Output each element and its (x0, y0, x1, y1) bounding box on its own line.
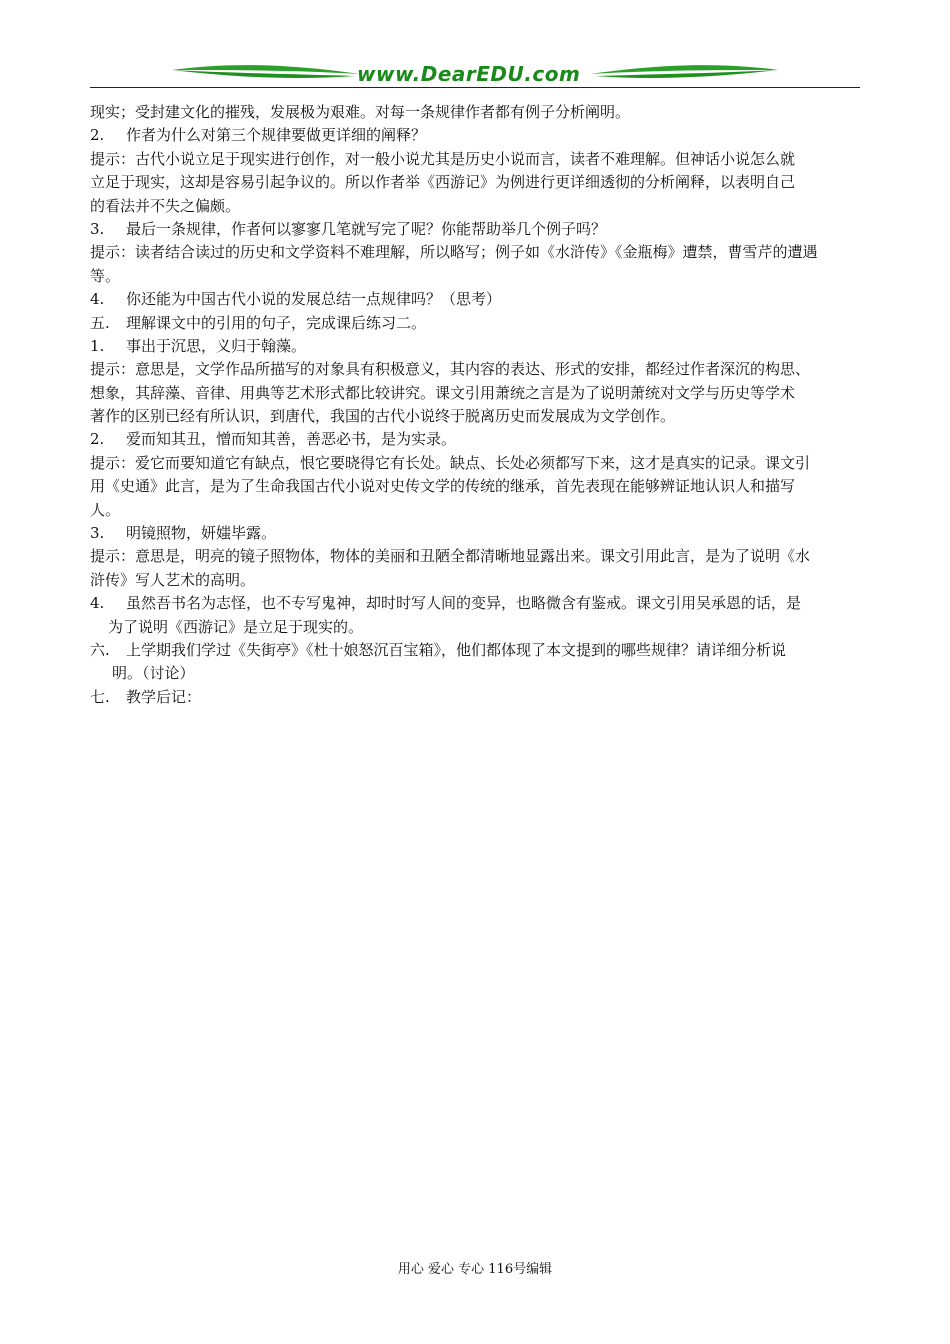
item-number: 1. (90, 336, 105, 355)
line-text: 等。 (90, 266, 121, 285)
text-line (90, 312, 860, 335)
text-line (90, 148, 860, 171)
item-number: 3. (90, 219, 105, 238)
text-line (90, 288, 860, 311)
text-line (90, 124, 860, 147)
item-number: 3. (90, 524, 105, 543)
text-line (90, 405, 860, 428)
text-line (90, 195, 860, 218)
item-number: 2. (90, 430, 105, 449)
text-line (90, 662, 860, 685)
line-text: 理解课文中的引用的句子，完成课后练习二。 (126, 313, 427, 332)
line-text: 想象，其辞藻、音律、用典等艺术形式都比较讲究。课文引用萧统之言是为了说明萧统对文学与历史等学术 (90, 383, 796, 402)
line-text: 教学后记： (126, 687, 202, 706)
item-number: 五. (90, 313, 110, 332)
line-text: 浒传》写人艺术的高明。 (90, 570, 256, 589)
text-line (90, 335, 860, 358)
item-number: 4. (90, 290, 105, 309)
line-text: 的看法并不失之偏颇。 (90, 196, 241, 215)
document-body (90, 101, 860, 709)
item-number: 七. (90, 687, 110, 706)
text-line (90, 569, 860, 592)
text-line (90, 639, 860, 662)
text-line (90, 358, 860, 381)
page-header (90, 60, 860, 90)
line-text: 爱而知其丑，憎而知其善，善恶必书，是为实录。 (126, 430, 457, 449)
line-text: 提示：古代小说立足于现实进行创作，对一般小说尤其是历史小说而言，读者不难理解。但神话小说怎么就 (90, 149, 796, 168)
line-text: 立足于现实，这却是容易引起争议的。所以作者举《西游记》为例进行更详细透彻的分析阐释，以表明自己 (90, 173, 796, 192)
line-text: 用《史通》此言，是为了生命我国古代小说对史传文学的传统的继承，首先表现在能够辨证地认识人和描写 (90, 477, 796, 496)
text-line (90, 452, 860, 475)
line-text: 明镜照物，妍媸毕露。 (126, 524, 277, 543)
line-text: 你还能为中国古代小说的发展总结一点规律吗？（思考） (126, 290, 502, 309)
text-line (90, 616, 860, 639)
line-text: 最后一条规律，作者何以寥寥几笔就写完了呢？你能帮助举几个例子吗？ (126, 219, 607, 238)
text-line (90, 241, 860, 264)
item-number: 2. (90, 126, 105, 145)
item-number: 六. (90, 640, 110, 659)
line-text: 著作的区别已经有所认识，到唐代，我国的古代小说终于脱离历史而发展成为文学创作。 (90, 407, 676, 426)
line-text: 现实；受封建文化的摧残，发展极为艰难。对每一条规律作者都有例子分析阐明。 (90, 103, 631, 121)
line-text: 提示：意思是，文学作品所描写的对象具有积极意义，其内容的表达、形式的安排，都经过作者深沉的构思、 (90, 360, 811, 379)
header-divider (90, 87, 860, 88)
text-line (90, 522, 860, 545)
line-text: 虽然吾书名为志怪，也不专写鬼神，却时时写人间的变异，也略微含有鉴戒。课文引用吴承恩的话，是 (126, 594, 802, 613)
site-logo-text: www.DearEDU.com (357, 62, 581, 86)
line-text: 明。（讨论） (112, 664, 195, 683)
line-text: 提示：意思是，明亮的镜子照物体，物体的美丽和丑陋全都清晰地显露出来。课文引用此言，是为了说明《水 (90, 547, 811, 566)
line-text: 人。 (90, 500, 121, 519)
page-footer: 用心 爱心 专心 116号编辑 (397, 1262, 553, 1277)
line-text: 作者为什么对第三个规律要做更详细的阐释？ (126, 126, 427, 145)
text-line (90, 686, 860, 709)
line-text: 上学期我们学过《失街亭》《杜十娘怒沉百宝箱》，他们都体现了本文提到的哪些规律？请详细分析说 (126, 640, 787, 659)
text-line (90, 171, 860, 194)
item-number: 4. (90, 594, 105, 613)
text-line (90, 218, 860, 241)
text-line (90, 101, 860, 124)
line-text: 事出于沉思，义归于翰藻。 (126, 336, 307, 355)
text-line (90, 382, 860, 405)
text-line (90, 499, 860, 522)
text-line (90, 428, 860, 451)
text-line (90, 475, 860, 498)
text-line (90, 545, 860, 568)
line-text: 提示：爱它而要知道它有缺点，恨它要晓得它有长处。缺点、长处必须都写下来，这才是真实的记录。课文引 (90, 453, 811, 472)
text-line (90, 592, 860, 615)
text-line (90, 265, 860, 288)
line-text: 提示：读者结合读过的历史和文学资料不难理解，所以略写；例子如《水浒传》《金瓶梅》遭禁，曹雪芹的遭遇 (90, 243, 818, 262)
line-text: 为了说明《西游记》是立足于现实的。 (108, 617, 364, 636)
